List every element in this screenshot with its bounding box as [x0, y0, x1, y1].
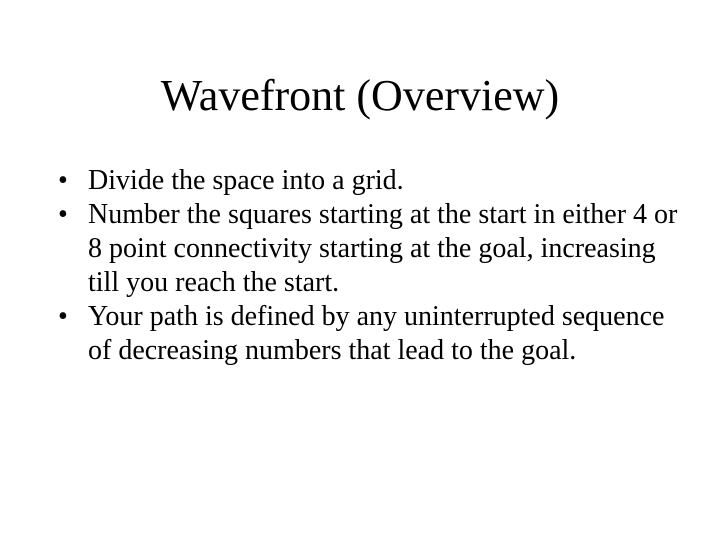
bullet-text: Your path is defined by any uninterrupted sequence of decreasing numbers that lead to the goal.	[88, 301, 665, 366]
slide-title: Wavefront (Overview)	[160, 71, 560, 120]
bullet-icon: •	[58, 199, 68, 230]
bullet-text: Divide the space into a grid.	[88, 165, 404, 196]
bullet-item	[58, 164, 678, 198]
bullet-list	[58, 164, 678, 368]
bullet-icon: •	[58, 301, 68, 332]
bullet-icon: •	[58, 165, 68, 196]
bullet-item	[58, 198, 678, 300]
bullet-text: Number the squares starting at the start in either 4 or 8 point connectivity starting at the goal, increasing till you reach the start.	[88, 199, 678, 298]
bullet-item	[58, 300, 678, 368]
